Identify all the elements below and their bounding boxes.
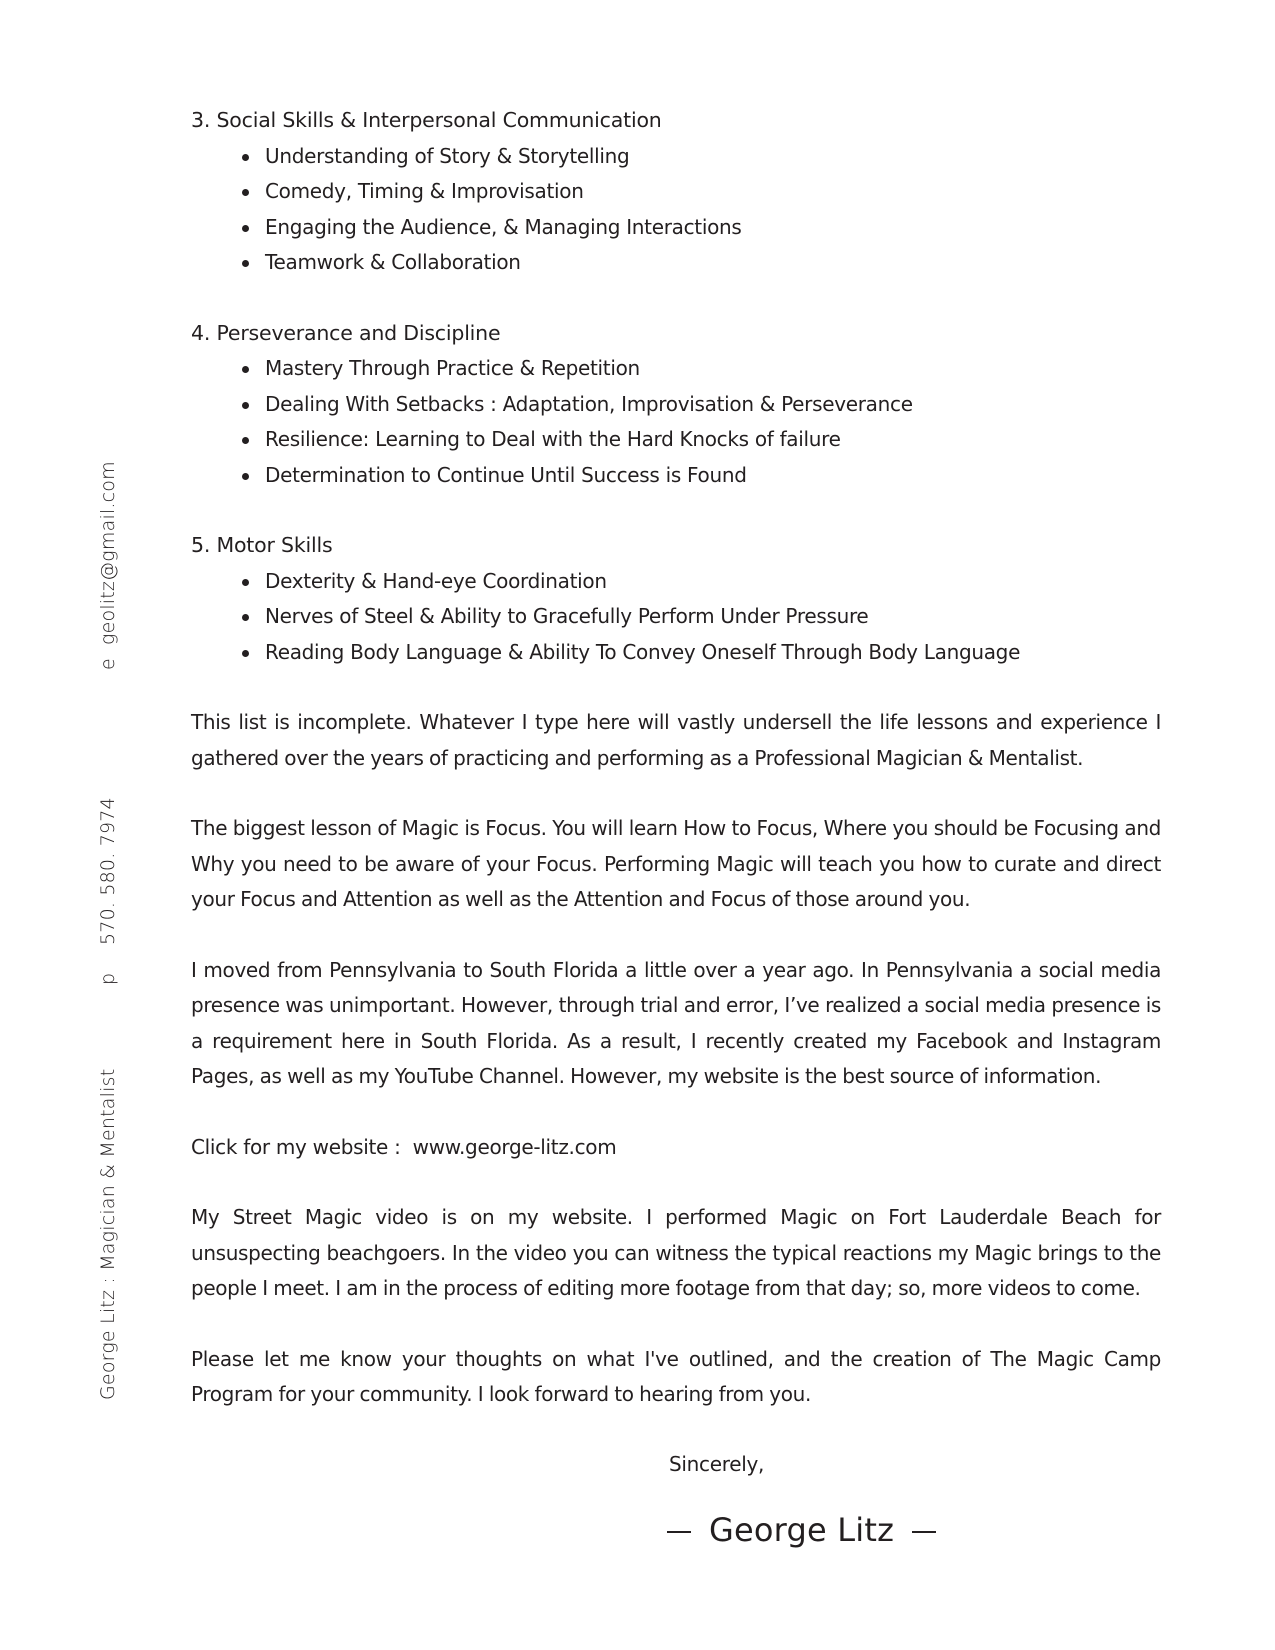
motor-skills-list [191, 564, 1161, 671]
dash-icon [667, 1531, 691, 1533]
paragraph-relocation: I moved from Pennsylvania to South Florida a little over a year ago. In Pennsylvania a social media presence was unimportant. However, through trial and error, I’ve realized a social media presence is a requirement here in South Florida. As a result, I recently created my Facebook and Instagram Pages, as well as my YouTube Channel. However, my website is the best source of information. [191, 957, 1161, 1088]
paragraph-street-magic-video: My Street Magic video is on my website. I performed Magic on Fort Lauderdale Beach for unsuspecting beachgoers. In the video you can witness the typical reactions my Magic brings to the people I meet. I am in the process of editing more footage from that day; so, more videos to come. [191, 1205, 1161, 1300]
list-item-text: Determination to Continue Until Success is Found [265, 462, 747, 487]
section-title-perseverance: 4. Perseverance and Discipline [191, 320, 501, 345]
list-item-text: Dexterity & Hand-eye Coordination [265, 568, 607, 593]
section-title-social-skills: 3. Social Skills & Interpersonal Communication [191, 108, 662, 132]
list-item [243, 387, 1161, 423]
signature-name: George Litz [709, 1511, 895, 1549]
list-item-text: Teamwork & Collaboration [265, 250, 521, 274]
bullet-icon [242, 437, 249, 444]
email-label: e [97, 658, 119, 670]
list-item [243, 351, 1161, 387]
section-title-motor-skills: 5. Motor Skills [191, 533, 333, 557]
bullet-icon [242, 154, 249, 161]
closing-salutation: Sincerely, [669, 1452, 765, 1476]
paragraph-focus: The biggest lesson of Magic is Focus. You will learn How to Focus, Where you should be Focusing and Why you need to be aware of your Focus. Performing Magic will teach you how to curate and direct your Focus and Attention as well as the Attention and Focus of those around you. [191, 816, 1161, 911]
bullet-icon [242, 225, 249, 232]
website-line [191, 1130, 1161, 1166]
perseverance-list [191, 351, 1161, 493]
bullet-icon [242, 579, 249, 586]
list-item [243, 174, 1161, 210]
website-label: Click for my website : [191, 1134, 401, 1159]
paragraph-closing: Please let me know your thoughts on what I've outlined, and the creation of The Magic Camp Program for your community. I look forward to hearing from you. [191, 1346, 1161, 1406]
contact-sidebar [93, 461, 123, 1400]
list-item-text: Comedy, Timing & Improvisation [265, 179, 584, 203]
signature-block [667, 1511, 954, 1549]
bullet-icon [242, 189, 249, 196]
paragraph-incomplete-list: This list is incomplete. Whatever I type here will vastly undersell the life lessons and experience I gathered over the years of practicing and performing as a Professional Magician & Mentalist. [191, 710, 1161, 770]
list-item [243, 458, 1161, 494]
dash-icon [912, 1531, 936, 1533]
list-item [243, 139, 1161, 175]
letter-body [191, 103, 1161, 1448]
list-item-text: Reading Body Language & Ability To Convey Oneself Through Body Language [265, 639, 1021, 664]
bullet-icon [242, 402, 249, 409]
list-item [243, 210, 1161, 246]
bullet-icon [242, 366, 249, 373]
bullet-icon [242, 260, 249, 267]
list-item [243, 422, 1161, 458]
list-item-text: Nerves of Steel & Ability to Gracefully Perform Under Pressure [265, 604, 869, 628]
bullet-icon [242, 650, 249, 657]
list-item-text: Mastery Through Practice & Repetition [265, 356, 640, 380]
list-item-text: Resilience: Learning to Deal with the Hard Knocks of failure [265, 427, 841, 451]
list-item-text: Understanding of Story & Storytelling [265, 143, 630, 168]
sidebar-name-title: George Litz : Magician & Mentalist [97, 1068, 119, 1400]
bullet-icon [242, 614, 249, 621]
list-item [243, 564, 1161, 600]
phone-number: 570. 580. 7974 [97, 797, 119, 945]
bullet-icon [242, 473, 249, 480]
social-skills-list [191, 139, 1161, 281]
list-item-text: Engaging the Audience, & Managing Interactions [265, 214, 742, 239]
list-item [243, 635, 1161, 671]
website-link[interactable]: www.george-litz.com [412, 1134, 617, 1159]
list-item-text: Dealing With Setbacks : Adaptation, Improvisation & Perseverance [265, 391, 913, 416]
email-address[interactable]: geolitz@gmail.com [97, 461, 119, 645]
list-item [243, 599, 1161, 635]
list-item [243, 245, 1161, 281]
phone-label: p [97, 972, 119, 985]
